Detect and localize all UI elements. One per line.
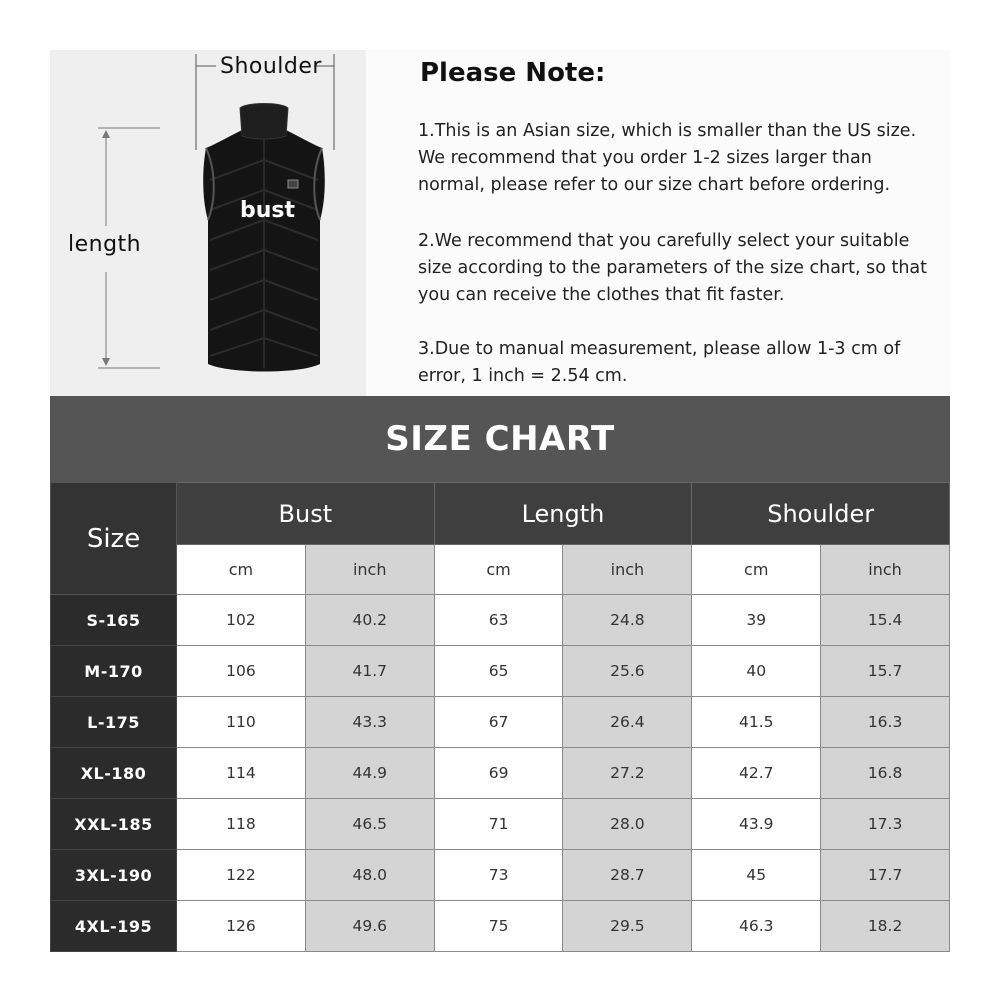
measurement-cell: 49.6 [305, 901, 434, 952]
measurement-cell: 122 [177, 850, 306, 901]
measurement-cell: 45 [692, 850, 821, 901]
size-rows [51, 595, 950, 952]
measurement-cell: 63 [434, 595, 563, 646]
measurement-cell: 44.9 [305, 748, 434, 799]
size-column-header: Size [51, 483, 177, 595]
size-chart-title: SIZE CHART [50, 396, 950, 482]
notes-panel [366, 50, 950, 396]
measurement-cell: 114 [177, 748, 306, 799]
measurement-cell: 126 [177, 901, 306, 952]
table-row [51, 646, 950, 697]
table-row [51, 799, 950, 850]
unit-header: cm [692, 545, 821, 595]
size-chart-table [50, 482, 950, 952]
measurement-cell: 41.7 [305, 646, 434, 697]
measurement-cell: 26.4 [563, 697, 692, 748]
measurement-cell: 40 [692, 646, 821, 697]
measurement-cell: 69 [434, 748, 563, 799]
measurement-cell: 28.0 [563, 799, 692, 850]
measurement-cell: 18.2 [821, 901, 950, 952]
measurement-cell: 27.2 [563, 748, 692, 799]
unit-header: inch [821, 545, 950, 595]
measurement-cell: 71 [434, 799, 563, 850]
measurement-cell: 106 [177, 646, 306, 697]
size-label: XXL-185 [51, 799, 177, 850]
measurement-cell: 15.4 [821, 595, 950, 646]
unit-header: cm [177, 545, 306, 595]
measurement-cell: 46.3 [692, 901, 821, 952]
unit-header: inch [563, 545, 692, 595]
note-item-3: 3.Due to manual measurement, please allow 1-3 cm of error, 1 inch = 2.54 cm. [418, 339, 901, 386]
shoulder-header: Shoulder [692, 483, 950, 545]
length-header: Length [434, 483, 692, 545]
table-row [51, 901, 950, 952]
measurement-cell: 16.8 [821, 748, 950, 799]
group-header-row [51, 483, 950, 545]
table-row [51, 697, 950, 748]
measurement-cell: 46.5 [305, 799, 434, 850]
bust-label: bust [240, 198, 296, 223]
shoulder-label: Shoulder [220, 54, 322, 79]
measurement-cell: 42.7 [692, 748, 821, 799]
length-label: length [68, 232, 142, 257]
measurement-cell: 102 [177, 595, 306, 646]
measurement-cell: 39 [692, 595, 821, 646]
measurement-cell: 118 [177, 799, 306, 850]
size-label: XL-180 [51, 748, 177, 799]
unit-header-row [51, 545, 950, 595]
size-label: 4XL-195 [51, 901, 177, 952]
unit-header: inch [305, 545, 434, 595]
measurement-cell: 73 [434, 850, 563, 901]
table-row [51, 850, 950, 901]
size-label: 3XL-190 [51, 850, 177, 901]
vest-image [50, 50, 366, 396]
measurement-cell: 17.3 [821, 799, 950, 850]
measurement-cell: 17.7 [821, 850, 950, 901]
unit-header: cm [434, 545, 563, 595]
size-label: M-170 [51, 646, 177, 697]
notes-title: Please Note: [420, 58, 606, 88]
measurement-cell: 40.2 [305, 595, 434, 646]
measurement-cell: 29.5 [563, 901, 692, 952]
measurement-cell: 16.3 [821, 697, 950, 748]
measurement-cell: 41.5 [692, 697, 821, 748]
vest-diagram [50, 50, 366, 396]
measurement-cell: 28.7 [563, 850, 692, 901]
note-item-2: 2.We recommend that you carefully select your suitable size according to the parameters of the size chart, so that you can receive the clothes that fit faster. [418, 231, 928, 305]
bust-header: Bust [177, 483, 435, 545]
measurement-cell: 75 [434, 901, 563, 952]
measurement-cell: 48.0 [305, 850, 434, 901]
note-item-1: 1.This is an Asian size, which is smaller than the US size. We recommend that you order 1-2 sizes larger than normal, please refer to our size chart before ordering. [418, 121, 917, 195]
size-label: L-175 [51, 697, 177, 748]
measurement-cell: 43.9 [692, 799, 821, 850]
measurement-cell: 24.8 [563, 595, 692, 646]
measurement-cell: 43.3 [305, 697, 434, 748]
measurement-cell: 67 [434, 697, 563, 748]
table-row [51, 595, 950, 646]
measurement-cell: 110 [177, 697, 306, 748]
measurement-cell: 15.7 [821, 646, 950, 697]
measurement-cell: 25.6 [563, 646, 692, 697]
table-row [51, 748, 950, 799]
measurement-cell: 65 [434, 646, 563, 697]
size-label: S-165 [51, 595, 177, 646]
header-section [50, 50, 950, 396]
